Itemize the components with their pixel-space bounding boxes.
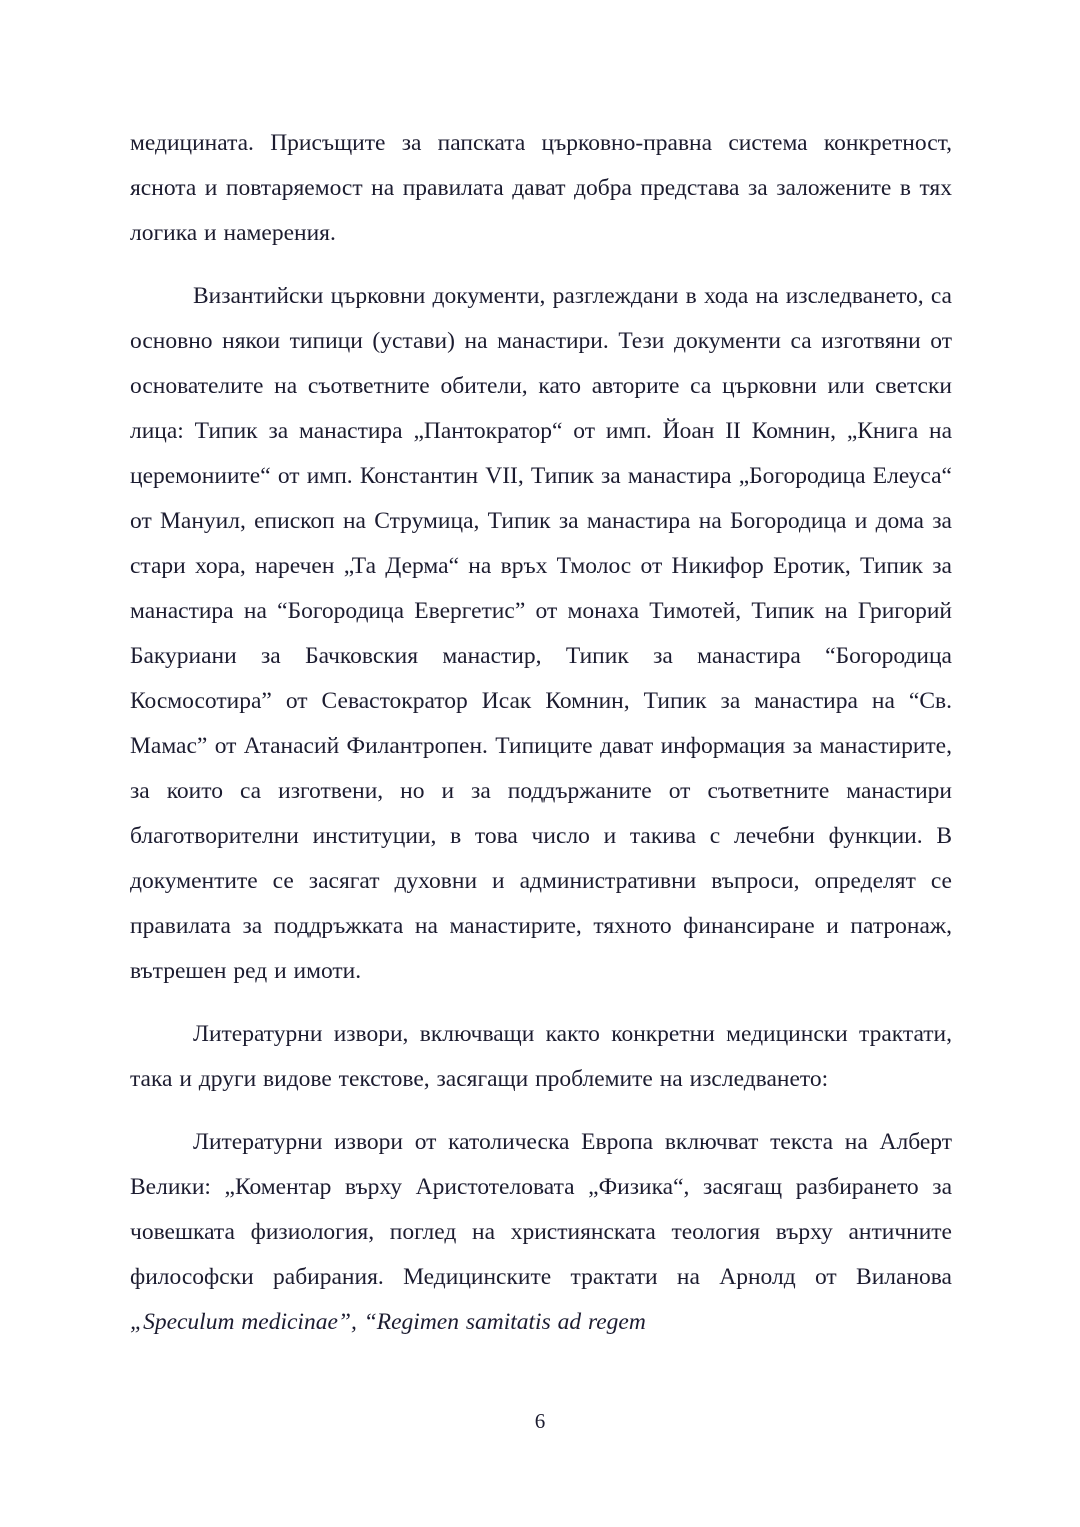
document-body xyxy=(130,121,952,1345)
paragraph xyxy=(130,1120,952,1345)
paragraph xyxy=(130,1012,952,1102)
paragraph xyxy=(130,121,952,256)
text-run: медицината. Присъщите за папската църковно-правна система конкретност, яснота и повтаряемост на правилата дават добра представа за заложените в тях логика и намерения. xyxy=(130,130,952,246)
text-run: Византийски църковни документи, разглеждани в хода на изследването, са основно някои типици (устави) на манастири. Тези документи са изготвяни от основателите на съответните обители, като авторите са църковни или светски лица: Типик за манастира „Пантократор“ от имп. Йоан II Комнин, „Книга на церемониите“ от имп. Константин VII, Типик за манастира „Богородица Елеуса“ от Мануил, епископ на Струмица, Типик за манастира на Богородица и дома за стари хора, наречен „Та Дерма“ на връх Тмолос от Никифор Еротик, Типик за манастира на “Богородица Евергетис” от монаха Тимотей, Типик на Григорий Бакуриани за Бачковския манастир, Типик за манастира “Богородица Космосотира” от Севастократор Исак Комнин, Типик за манастира на “Св. Мамас” от Атанасий Филантропен. Типиците дават информация за манастирите, за които са изготвени, но и за поддържаните от съответните манастири благотворителни институции, в това число и такива с лечебни функции. В документите се засягат духовни и административни въпроси, определят се правилата за поддръжката на манастирите, тяхното финансиране и патронаж, вътрешен ред и имоти. xyxy=(130,283,952,984)
text-run-italic: „Speculum medicinae”, “Regimen samitatis ad regem xyxy=(130,1309,646,1335)
text-run: Литературни извори от католическа Европа включват текста на Алберт Велики: „Коментар върху Аристотеловата „Физика“, засягащ разбирането за човешката физиология, поглед на християнската теология върху античните философски рабирания. Медицинските трактати на Арнолд от Виланова xyxy=(130,1129,952,1290)
page-number: 6 xyxy=(534,1409,546,1433)
text-run: Литературни извори, включващи както конкретни медицински трактати, така и други видове текстове, засягащи проблемите на изследването: xyxy=(130,1021,952,1092)
paragraph xyxy=(130,274,952,994)
